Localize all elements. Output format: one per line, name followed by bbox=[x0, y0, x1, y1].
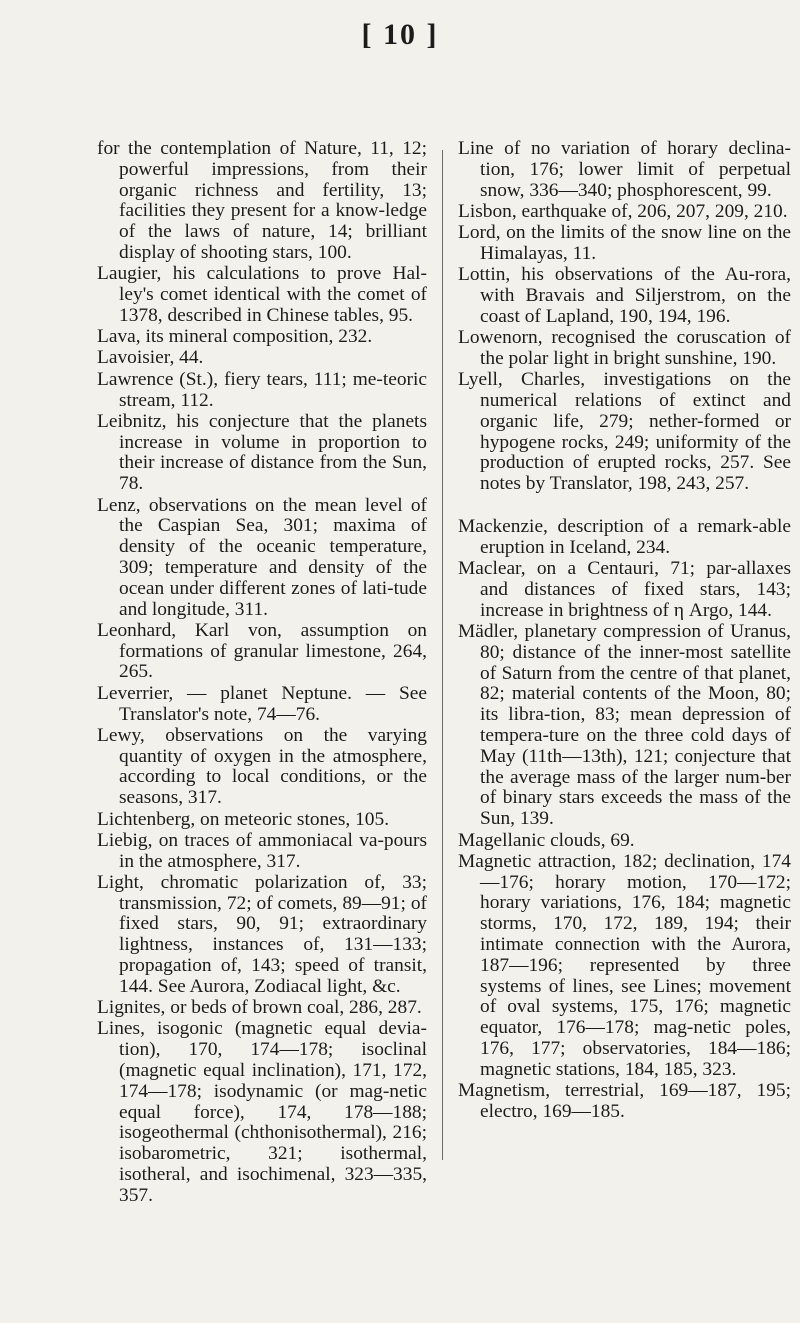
index-entry: Magnetic attraction, 182; declination, 174—176; horary motion, 170—172; horary variations, 176, 184; magnetic storms, 170, 172, 189, 194; their intimate connection with the Aurora, 187—196; represented by three systems of lines, see Lines; movement of oval systems, 175, 176; magnetic equator, 176—178; mag-netic poles, 176, 177; observatories, 184—186; magnetic stations, 184, 185, 323. bbox=[458, 850, 791, 1080]
index-entry: Lawrence (St.), fiery tears, 111; me-teoric stream, 112. bbox=[97, 368, 427, 411]
index-entry: Lavoisier, 44. bbox=[97, 347, 204, 369]
index-entry: for the contemplation of Nature, 11, 12; powerful impressions, from their organic richness and fertility, 13; facilities they present for a know-ledge of the laws of nature, 14; brilliant display of shooting stars, 100. bbox=[97, 138, 427, 263]
index-entry: Lowenorn, recognised the coruscation of the polar light in bright sunshine, 190. bbox=[458, 327, 791, 369]
index-entry: Lord, on the limits of the snow line on the Himalayas, 11. bbox=[458, 222, 791, 264]
index-column-left bbox=[97, 139, 427, 1207]
index-entry: Maclear, on a Centauri, 71; par-allaxes and distances of fixed stars, 143; increase in brightness of η Argo, 144. bbox=[458, 558, 791, 621]
index-entry: Magellanic clouds, 69. bbox=[458, 829, 635, 851]
index-entry: Lava, its mineral composition, 232. bbox=[97, 326, 373, 348]
index-entry: Lewy, observations on the varying quantity of oxygen in the atmosphere, according to local conditions, or the seasons, 317. bbox=[97, 724, 427, 809]
index-entry: Light, chromatic polarization of, 33; transmission, 72; of comets, 89—91; of fixed stars, 90, 91; extraordinary lightness, instances of, 131—133; propagation of, 143; speed of transit, 144. See Aurora, Zodiacal light, &c. bbox=[97, 871, 427, 997]
index-entry: Mackenzie, description of a remark-able eruption in Iceland, 234. bbox=[458, 516, 791, 558]
index-entry: Lottin, his observations of the Au-rora, with Bravais and Siljerstrom, on the coast of Lapland, 190, 194, 196. bbox=[458, 264, 791, 327]
page-number: [ 10 ] bbox=[361, 18, 439, 51]
index-entry: Liebig, on traces of ammoniacal va-pours in the atmosphere, 317. bbox=[97, 829, 427, 872]
index-entry: Lenz, observations on the mean level of the Caspian Sea, 301; maxima of density of the oceanic temperature, 309; temperature and density of the ocean under different zones of lati-tude and longitude, 311. bbox=[97, 494, 427, 620]
index-entry: Leibnitz, his conjecture that the planets increase in volume in proportion to their increase of distance from the Sun, 78. bbox=[97, 410, 427, 495]
index-entry: Lisbon, earthquake of, 206, 207, 209, 210. bbox=[458, 200, 788, 222]
index-entry: Leverrier, — planet Neptune. — See Translator's note, 74—76. bbox=[97, 682, 427, 725]
index-entry: Lyell, Charles, investigations on the numerical relations of extinct and organic life, 279; nether-formed or hypogene rocks, 249; uniformity of the production of erupted rocks, 257. See notes by Translator, 198, 243, 257. bbox=[458, 369, 791, 495]
index-entry: Lines, isogonic (magnetic equal devia-tion), 170, 174—178; isoclinal (magnetic equal inclination), 171, 172, 174—178; isodynamic (or mag-netic equal force), 174, 178—188; isogeothermal (chthonisothermal), 216; isobarometric, 321; isothermal, isotheral, and isochimenal, 323—335, 357. bbox=[97, 1018, 427, 1206]
index-entry: Laugier, his calculations to prove Hal-ley's comet identical with the comet of 1378, described in Chinese tables, 95. bbox=[97, 263, 427, 326]
index-entry: Magnetism, terrestrial, 169—187, 195; electro, 169—185. bbox=[458, 1080, 791, 1122]
index-column-right bbox=[458, 139, 791, 1123]
index-entry: Line of no variation of horary declina-tion, 176; lower limit of perpetual snow, 336—340; phosphorescent, 99. bbox=[458, 138, 791, 201]
index-entry: Mädler, planetary compression of Uranus, 80; distance of the inner-most satellite of Saturn from the centre of that planet, 82; material contents of the Moon, 80; its libra-tion, 83; mean depression of tempera-ture on the three cold days of May (11th—13th), 121; conjecture that the average mass of the larger num-ber of binary stars exceeds the mass of the Sun, 139. bbox=[458, 621, 791, 830]
index-entry: Lichtenberg, on meteoric stones, 105. bbox=[97, 808, 390, 830]
index-entry: Lignites, or beds of brown coal, 286, 287. bbox=[97, 997, 422, 1019]
index-entry: Leonhard, Karl von, assumption on formations of granular limestone, 264, 265. bbox=[97, 619, 427, 683]
column-divider bbox=[442, 150, 443, 1160]
